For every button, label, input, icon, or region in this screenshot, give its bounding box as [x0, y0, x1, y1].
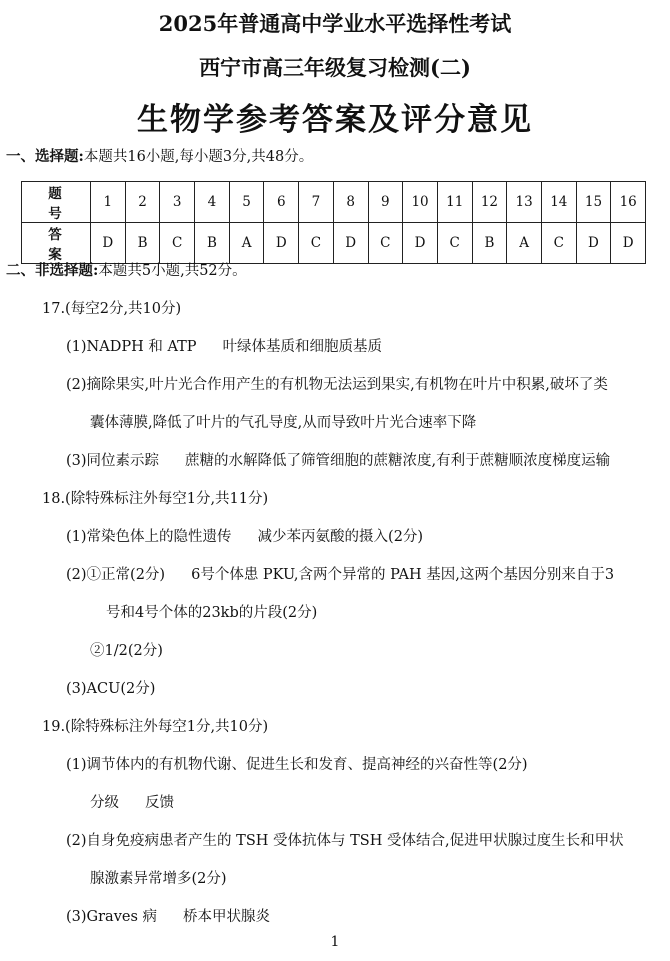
question-number: 11: [437, 182, 472, 223]
question-number: 10: [403, 182, 438, 223]
section2-desc: 本题共5小题,共52分。: [98, 263, 247, 279]
question-number: 7: [299, 182, 334, 223]
q17-part1: [66, 338, 382, 356]
question-number: 6: [264, 182, 299, 223]
question-number: 12: [472, 182, 507, 223]
question-number: 13: [507, 182, 542, 223]
q18-part2-sub2: ②1/2(2分): [90, 643, 163, 659]
answer-cell: C: [160, 223, 195, 264]
q18-part2-answer-b: 6号个体患 PKU,含两个异常的 PAH 基因,这两个基因分别来自于3: [191, 567, 615, 583]
answer-cell: A: [507, 223, 542, 264]
q19-part2-line1: (2)自身免疫病患者产生的 TSH 受体抗体与 TSH 受体结合,促进甲状腺过度生长和甲状: [66, 833, 624, 849]
exam-subtitle: 西宁市高三年级复习检测(二): [199, 55, 471, 80]
q18-part1-answer-b: 减少苯丙氨酸的摄入(2分): [257, 529, 424, 545]
q18-part2-line1: [66, 566, 614, 584]
answer-cell: D: [576, 223, 611, 264]
answer-cell: B: [125, 223, 160, 264]
answer-table: [21, 181, 646, 264]
page-number: 1: [330, 934, 340, 950]
row-label-number: 题 号: [22, 182, 91, 223]
document-title: 生物学参考答案及评分意见: [137, 102, 533, 138]
q18-part3: (3)ACU(2分): [66, 681, 156, 697]
question-number: 14: [541, 182, 576, 223]
answer-cell: C: [368, 223, 403, 264]
section1-desc: 本题共16小题,每小题3分,共48分。: [83, 149, 314, 165]
q19-part2-line2: 腺激素异常增多(2分): [90, 871, 227, 887]
q17-heading: 17.(每空2分,共10分): [42, 301, 182, 317]
q18-heading: 18.(除特殊标注外每空1分,共11分): [42, 491, 269, 507]
section1-label: 一、选择题:: [6, 148, 84, 165]
q19-part3-answer-a: (3)Graves 病: [66, 909, 158, 925]
answer-cell: B: [472, 223, 507, 264]
answer-cell: A: [229, 223, 264, 264]
q18-part2-line2: 号和4号个体的23kb的片段(2分): [106, 605, 318, 621]
question-number: 16: [611, 182, 646, 223]
answer-cell: D: [91, 223, 126, 264]
row-label-answer: 答 案: [22, 223, 91, 264]
answer-cell: B: [195, 223, 230, 264]
question-number: 15: [576, 182, 611, 223]
q17-part1-answer-a: (1)NADPH 和 ATP: [66, 339, 197, 355]
answer-cell: C: [541, 223, 576, 264]
q19-part1-line2: [90, 794, 174, 812]
q19-part3-answer-b: 桥本甲状腺炎: [183, 909, 271, 925]
section1-heading: [6, 148, 313, 166]
q17-part2-line1: (2)摘除果实,叶片光合作用产生的有机物无法运到果实,有机物在叶片中积累,破坏了类: [66, 377, 608, 393]
q17-part3-answer-a: (3)同位素示踪: [66, 453, 160, 469]
table-row-numbers: [22, 182, 646, 223]
table-row-answers: [22, 223, 646, 264]
q17-part3: [66, 452, 610, 470]
q17-part1-answer-b: 叶绿体基质和细胞质基质: [222, 339, 383, 355]
answer-cell: C: [437, 223, 472, 264]
answer-cell: D: [403, 223, 438, 264]
q19-part1-answer-b: 分级: [90, 795, 119, 811]
question-number: 3: [160, 182, 195, 223]
q18-part2-answer-a: (2)①正常(2分): [66, 567, 166, 583]
answer-cell: C: [299, 223, 334, 264]
answer-cell: D: [333, 223, 368, 264]
question-number: 9: [368, 182, 403, 223]
q17-part3-answer-b: 蔗糖的水解降低了筛管细胞的蔗糖浓度,有利于蔗糖顺浓度梯度运输: [185, 453, 611, 469]
q18-part1: [66, 528, 423, 546]
question-number: 8: [333, 182, 368, 223]
answer-cell: D: [264, 223, 299, 264]
q18-part1-answer-a: (1)常染色体上的隐性遗传: [66, 529, 232, 545]
question-number: 2: [125, 182, 160, 223]
question-number: 4: [195, 182, 230, 223]
q19-part1-line1: (1)调节体内的有机物代谢、促进生长和发育、提高神经的兴奋性等(2分): [66, 757, 528, 773]
q17-part2-line2: 囊体薄膜,降低了叶片的气孔导度,从而导致叶片光合速率下降: [90, 415, 477, 431]
q19-part3: [66, 908, 270, 926]
question-number: 5: [229, 182, 264, 223]
answer-cell: D: [611, 223, 646, 264]
section2-heading: [6, 262, 247, 280]
q19-heading: 19.(除特殊标注外每空1分,共10分): [42, 719, 269, 735]
q19-part1-answer-c: 反馈: [145, 795, 174, 811]
exam-title: 2025年普通高中学业水平选择性考试: [158, 11, 512, 36]
section2-label: 二、非选择题:: [6, 262, 99, 279]
question-number: 1: [91, 182, 126, 223]
